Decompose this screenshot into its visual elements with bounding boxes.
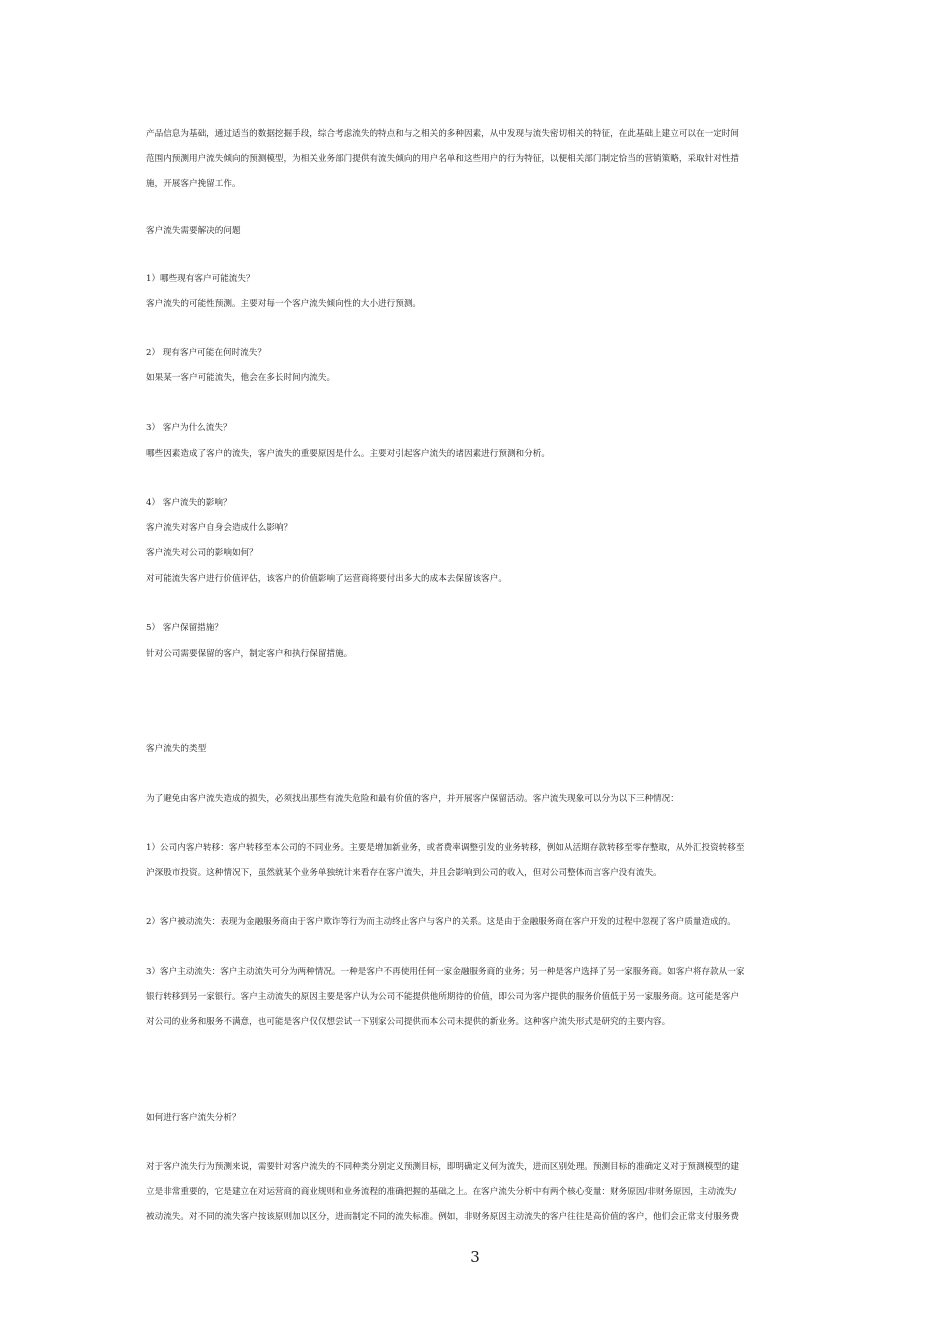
page-number: 3 (470, 1248, 480, 1266)
body-text-line: 针对公司需要保留的客户，制定客户和执行保留措施。 (146, 649, 353, 659)
body-text-line: 施，开展客户挽留工作。 (146, 179, 241, 189)
question-item: 3） 客户为什么流失？ (146, 423, 232, 433)
body-text-line: 对于客户流失行为预测来说，需要针对客户流失的不同种类分别定义预测目标，即明确定义何为流失，进而区别处理。预测目标的准确定义对于预测模型的建 (146, 1162, 739, 1172)
section-heading: 客户流失的类型 (146, 744, 207, 754)
body-text-line: 客户流失的可能性预测。主要对每一个客户流失倾向性的大小进行预测。 (146, 299, 422, 309)
body-text-line: 为了避免由客户流失造成的损失，必须找出那些有流失危险和最有价值的客户，并开展客户保留活动。客户流失现象可以分为以下三种情况： (146, 794, 679, 804)
body-text-line: 哪些因素造成了客户的流失，客户流失的重要原因是什么。主要对引起客户流失的诸因素进行预测和分析。 (146, 449, 550, 459)
list-item: 2）客户被动流失：表现为金融服务商由于客户欺诈等行为而主动终止客户与客户的关系。这是由于金融服务商在客户开发的过程中忽视了客户质量造成的。 (146, 917, 736, 927)
question-item: 5） 客户保留措施？ (146, 623, 223, 633)
body-text-line: 被动流失。对不同的流失客户按该原则加以区分，进而制定不同的流失标准。例如，非财务原因主动流失的客户往往是高价值的客户，他们会正常支付服务费 (146, 1212, 739, 1222)
body-text-line: 立是非常重要的，它是建立在对运营商的商业规则和业务流程的准确把握的基础之上。在客户流失分析中有两个核心变量：财务原因/非财务原因，主动流失/ (146, 1187, 737, 1197)
list-item: 1）公司内客户转移：客户转移至本公司的不同业务。主要是增加新业务，或者费率调整引发的业务转移，例如从活期存款转移至零存整取，从外汇投资转移至 (146, 843, 745, 853)
body-text-line: 对可能流失客户进行价值评估，该客户的价值影响了运营商将要付出多大的成本去保留该客户。 (146, 574, 507, 584)
list-item: 3）客户主动流失：客户主动流失可分为两种情况。一种是客户不再使用任何一家金融服务商的业务；另一种是客户选择了另一家服务商。如客户将存款从一家 (146, 967, 745, 977)
body-text-line: 客户流失对公司的影响如何？ (146, 548, 258, 558)
body-text-line: 银行转移到另一家银行。客户主动流失的原因主要是客户认为公司不能提供他所期待的价值，即公司为客户提供的服务价值低于另一家服务商。这可能是客户 (146, 992, 739, 1002)
section-heading: 客户流失需要解决的问题 (146, 226, 241, 236)
body-text-line: 客户流失对客户自身会造成什么影响？ (146, 523, 293, 533)
body-text-line: 沪深股市投资。这种情况下，虽然就某个业务单独统计来看存在客户流失，并且会影响到公司的收入，但对公司整体而言客户没有流失。 (146, 868, 662, 878)
question-item: 4） 客户流失的影响？ (146, 498, 232, 508)
question-item: 2） 现有客户可能在何时流失？ (146, 348, 266, 358)
body-text-line: 如果某一客户可能流失，他会在多长时间内流失。 (146, 373, 336, 383)
question-item: 1）哪些现有客户可能流失？ (146, 274, 255, 284)
section-heading: 如何进行客户流失分析？ (146, 1113, 241, 1123)
body-text-line: 对公司的业务和服务不满意，也可能是客户仅仅想尝试一下别家公司提供而本公司未提供的新业务。这种客户流失形式是研究的主要内容。 (146, 1017, 671, 1027)
body-text-line: 产品信息为基础，通过适当的数据挖掘手段，综合考虑流失的特点和与之相关的多种因素，从中发现与流失密切相关的特征，在此基础上建立可以在一定时间 (146, 129, 739, 139)
body-text-line: 范围内预测用户流失倾向的预测模型，为相关业务部门提供有流失倾向的用户名单和这些用户的行为特征，以便相关部门制定恰当的营销策略，采取针对性措 (146, 154, 739, 164)
